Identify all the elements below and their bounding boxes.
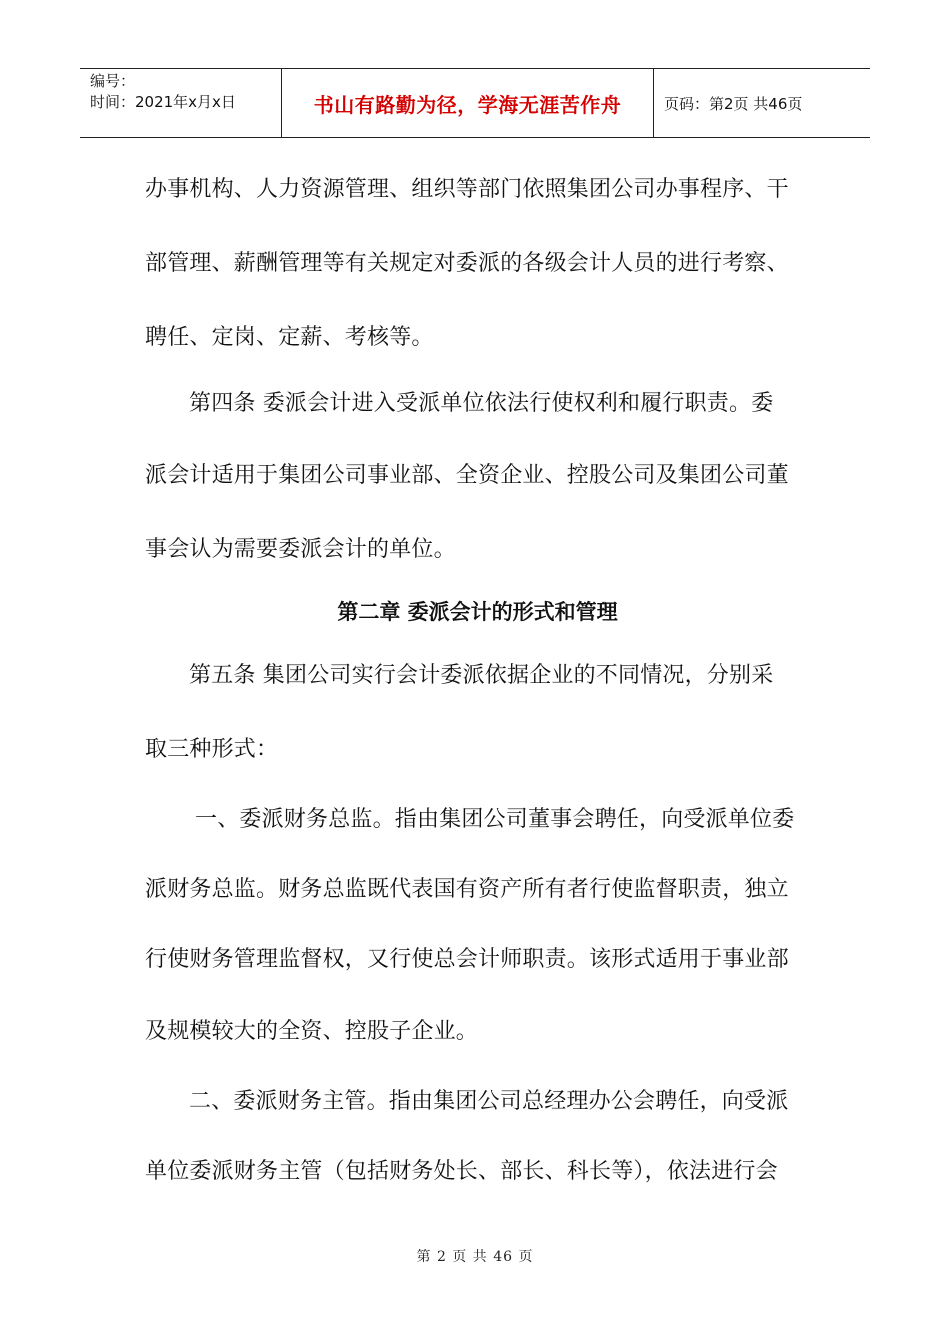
body-line: 派会计适用于集团公司事业部、全资企业、控股公司及集团公司董 [145,463,789,488]
body-line: 及规模较大的全资、控股子企业。 [145,1019,479,1044]
article-4-line: 第四条 委派会计进入受派单位依法行使权利和履行职责。委 [189,391,774,416]
item-2-line: 二、委派财务主管。指由集团公司总经理办公会聘任，向受派 [189,1089,789,1114]
page-footer: 第 2 页 共 46 页 [416,1249,534,1265]
body-line: 行使财务管理监督权，又行使总会计师职责。该形式适用于事业部 [145,947,789,972]
body-line: 派财务总监。财务总监既代表国有资产所有者行使监督职责，独立 [145,877,789,902]
header-motto: 书山有路勤为径，学海无涯苦作舟 [313,92,622,117]
document-date: 时间：2021年x月x日 [90,93,236,111]
header-page-info: 页码：第2页 共46页 [664,94,803,113]
body-line: 取三种形式： [145,737,279,762]
header-motto-cell [282,69,654,137]
page-header [80,68,870,138]
document-number-label: 编号： [90,72,136,90]
body-line: 聘任、定岗、定薪、考核等。 [145,325,434,350]
header-meta [80,69,282,137]
item-1-line: 一、委派财务总监。指由集团公司董事会聘任，向受派单位委 [195,807,795,832]
body-line: 单位委派财务主管（包括财务处长、部长、科长等），依法进行会 [145,1159,778,1184]
chapter-heading: 第二章 委派会计的形式和管理 [337,600,618,624]
body-line: 办事机构、人力资源管理、组织等部门依照集团公司办事程序、干 [145,177,789,202]
article-5-line: 第五条 集团公司实行会计委派依据企业的不同情况，分别采 [189,663,774,688]
body-line: 事会认为需要委派会计的单位。 [145,537,456,562]
body-line: 部管理、薪酬管理等有关规定对委派的各级会计人员的进行考察、 [145,251,789,276]
